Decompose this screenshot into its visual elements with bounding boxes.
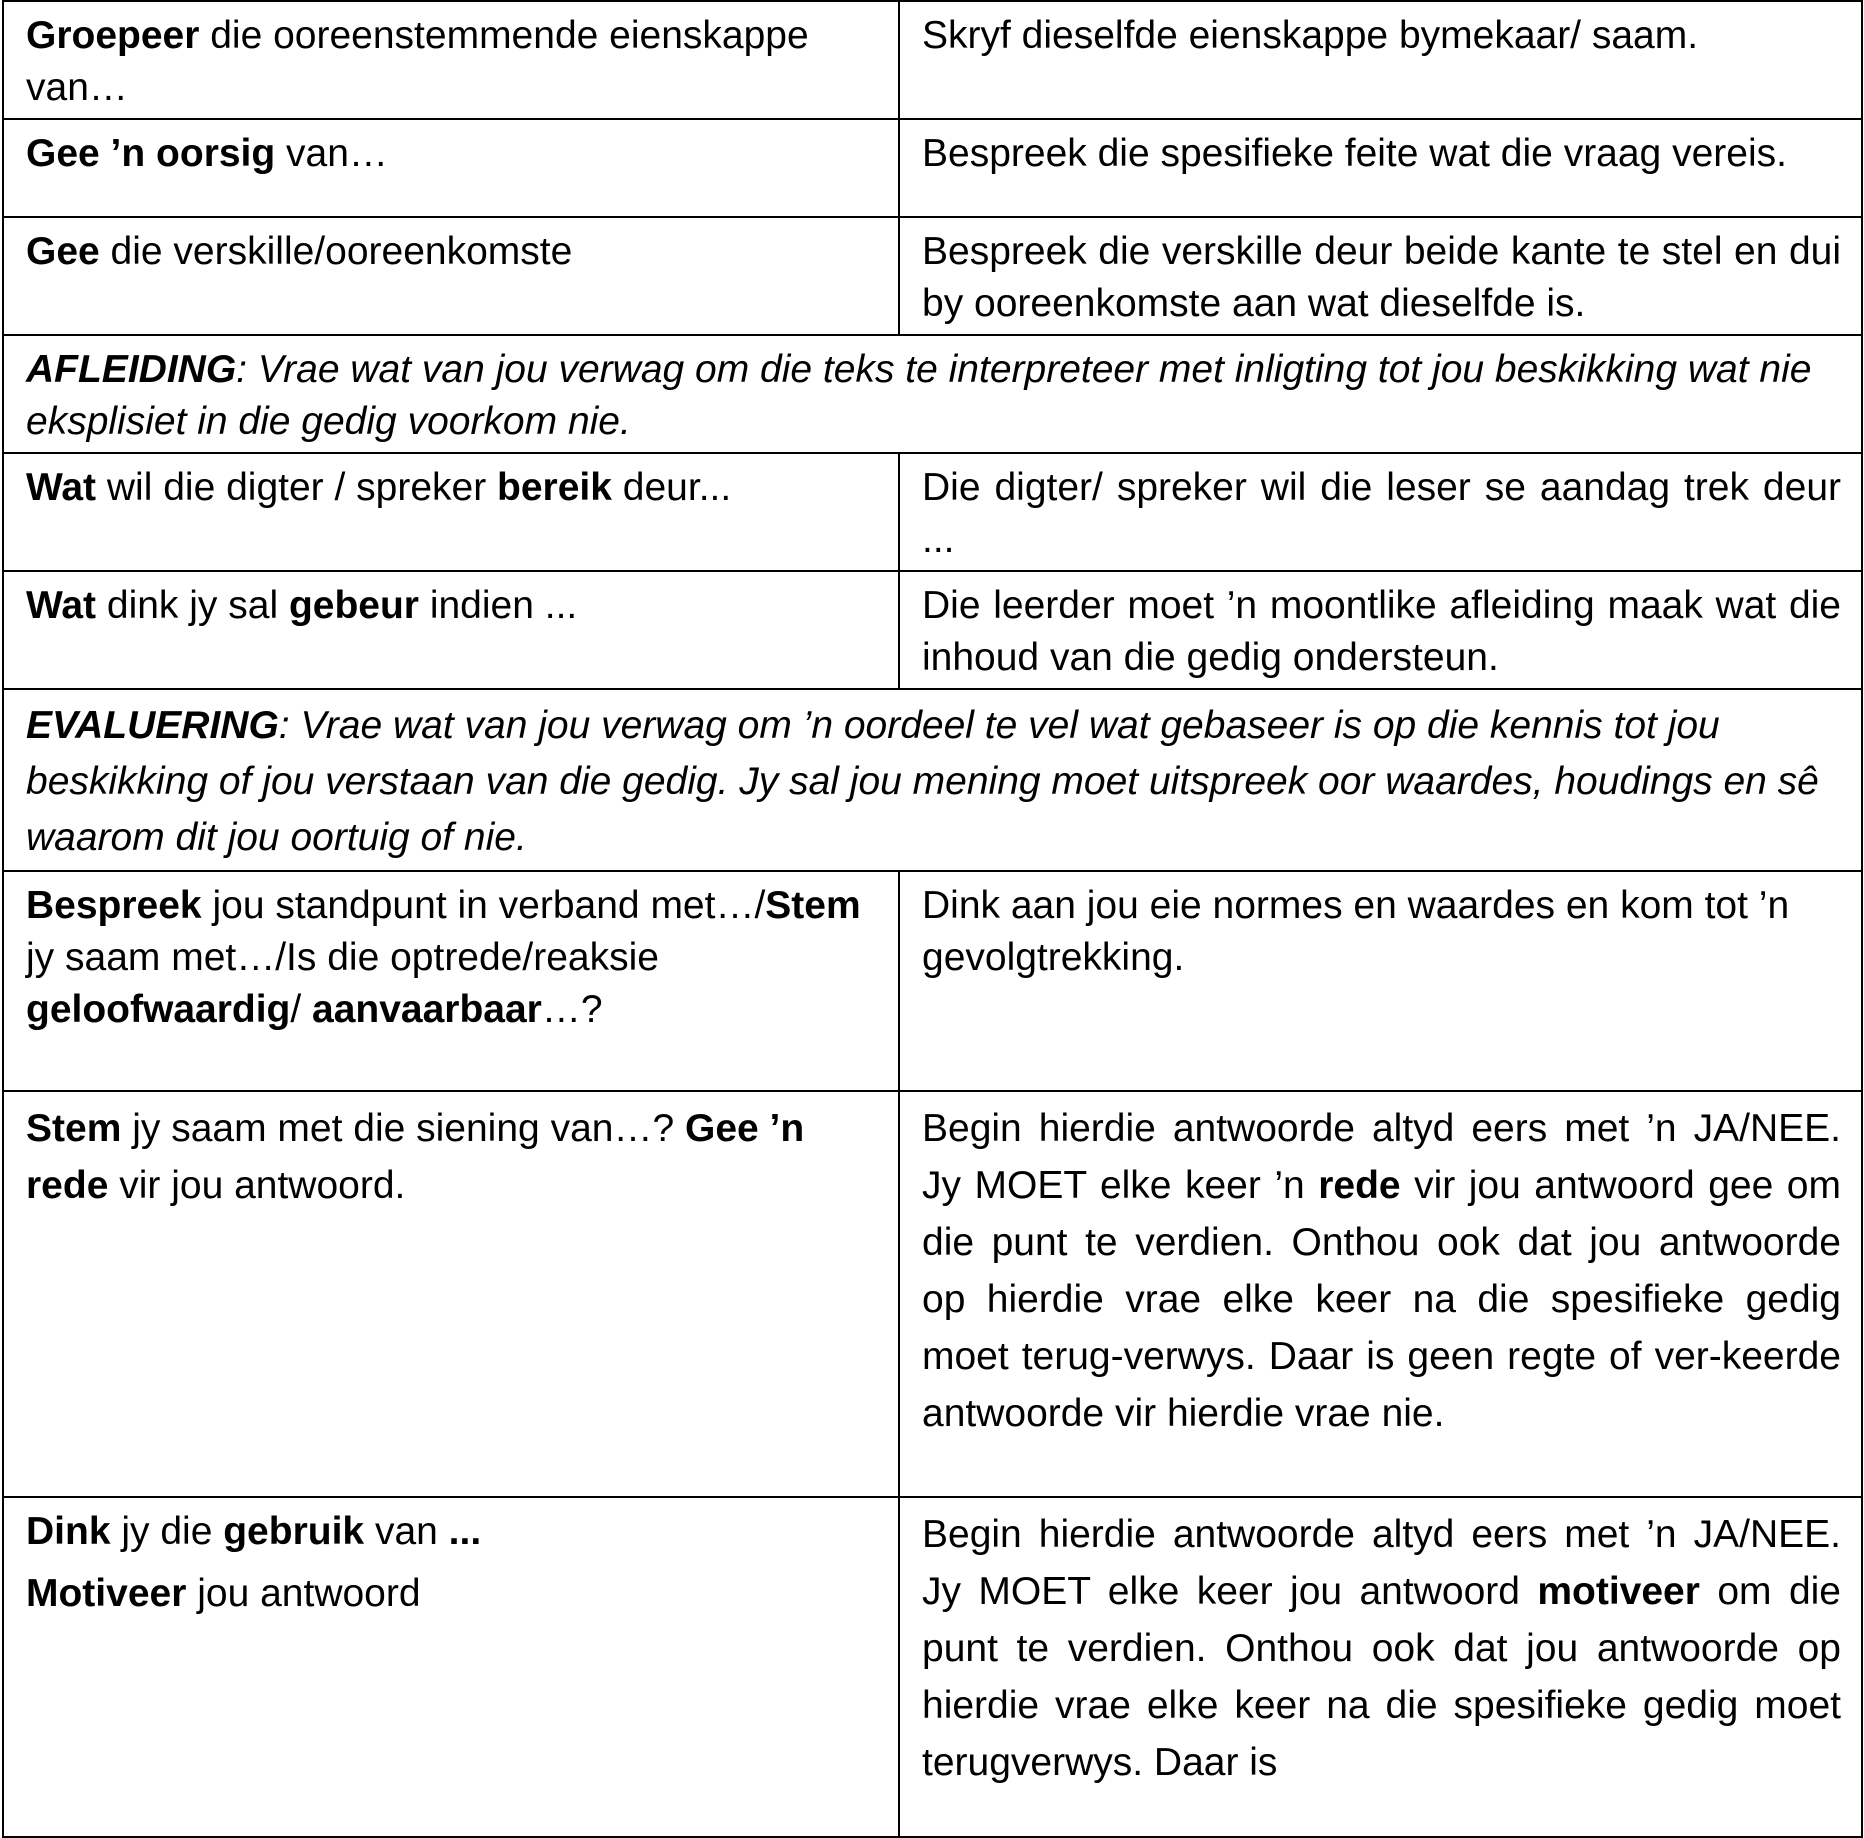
section-header-cell: AFLEIDING: Vrae wat van jou verwag om die teks te interpreteer met inligting tot jou beskikking wat nie eksplisiet in die gedig voorkom nie. — [3, 335, 1862, 453]
question-cell: Gee ’n oorsig van… — [3, 119, 899, 217]
table-row — [3, 217, 1862, 335]
table-row — [3, 119, 1862, 217]
question-cell: Gee die verskille/ooreenkomste — [3, 217, 899, 335]
table-row — [3, 1091, 1862, 1497]
question-cell: Stem jy saam met die siening van…? Gee ’n rede vir jou antwoord. — [3, 1091, 899, 1497]
question-cell: Groepeer die ooreenstemmende eienskappe van… — [3, 1, 899, 119]
answer-cell: Dink aan jou eie normes en waardes en kom tot ’n gevolgtrekking. — [899, 871, 1862, 1091]
table-row — [3, 1, 1862, 119]
section-header-evaluering — [3, 689, 1862, 871]
answer-cell: Skryf dieselfde eienskappe bymekaar/ saam. — [899, 1, 1862, 119]
answer-cell: Begin hierdie antwoorde altyd eers met ’n JA/NEE. Jy MOET elke keer jou antwoord motiveer om die punt te verdien. Onthou ook dat jou antwoorde op hierdie vrae elke keer na die spesifieke gedig moet terugverwys. Daar is — [899, 1497, 1862, 1837]
question-cell: Wat wil die digter / spreker bereik deur... — [3, 453, 899, 571]
table-row — [3, 453, 1862, 571]
answer-cell: Bespreek die spesifieke feite wat die vraag vereis. — [899, 119, 1862, 217]
answer-cell: Begin hierdie antwoorde altyd eers met ’n JA/NEE. Jy MOET elke keer ’n rede vir jou antwoord gee om die punt te verdien. Onthou ook dat jou antwoorde op hierdie vrae elke keer na die spesifieke gedig moet terug-verwys. Daar is geen regte of ver-keerde antwoorde vir hierdie vrae nie. — [899, 1091, 1862, 1497]
question-line: Motiveer jou antwoord — [26, 1572, 421, 1615]
answer-cell: Bespreek die verskille deur beide kante te stel en dui by ooreenkomste aan wat dieselfde is. — [899, 217, 1862, 335]
table-row — [3, 1497, 1862, 1837]
question-guide-table — [2, 0, 1863, 1838]
table-row — [3, 571, 1862, 689]
section-header-cell: EVALUERING: Vrae wat van jou verwag om ’n oordeel te vel wat gebaseer is op die kennis tot jou beskikking of jou verstaan van die gedig. Jy sal jou mening moet uitspreek oor waardes, houdings en sê waarom dit jou oortuig of nie. — [3, 689, 1862, 871]
question-cell — [3, 1497, 899, 1837]
answer-cell: Die digter/ spreker wil die leser se aandag trek deur ... — [899, 453, 1862, 571]
table-row — [3, 871, 1862, 1091]
answer-cell: Die leerder moet ’n moontlike afleiding maak wat die inhoud van die gedig ondersteun. — [899, 571, 1862, 689]
question-line: Dink jy die gebruik van ... — [26, 1510, 482, 1553]
section-header-afleiding — [3, 335, 1862, 453]
question-cell: Bespreek jou standpunt in verband met…/Stem jy saam met…/Is die optrede/reaksie geloofwaardig/ aanvaarbaar…? — [3, 871, 899, 1091]
question-cell: Wat dink jy sal gebeur indien ... — [3, 571, 899, 689]
